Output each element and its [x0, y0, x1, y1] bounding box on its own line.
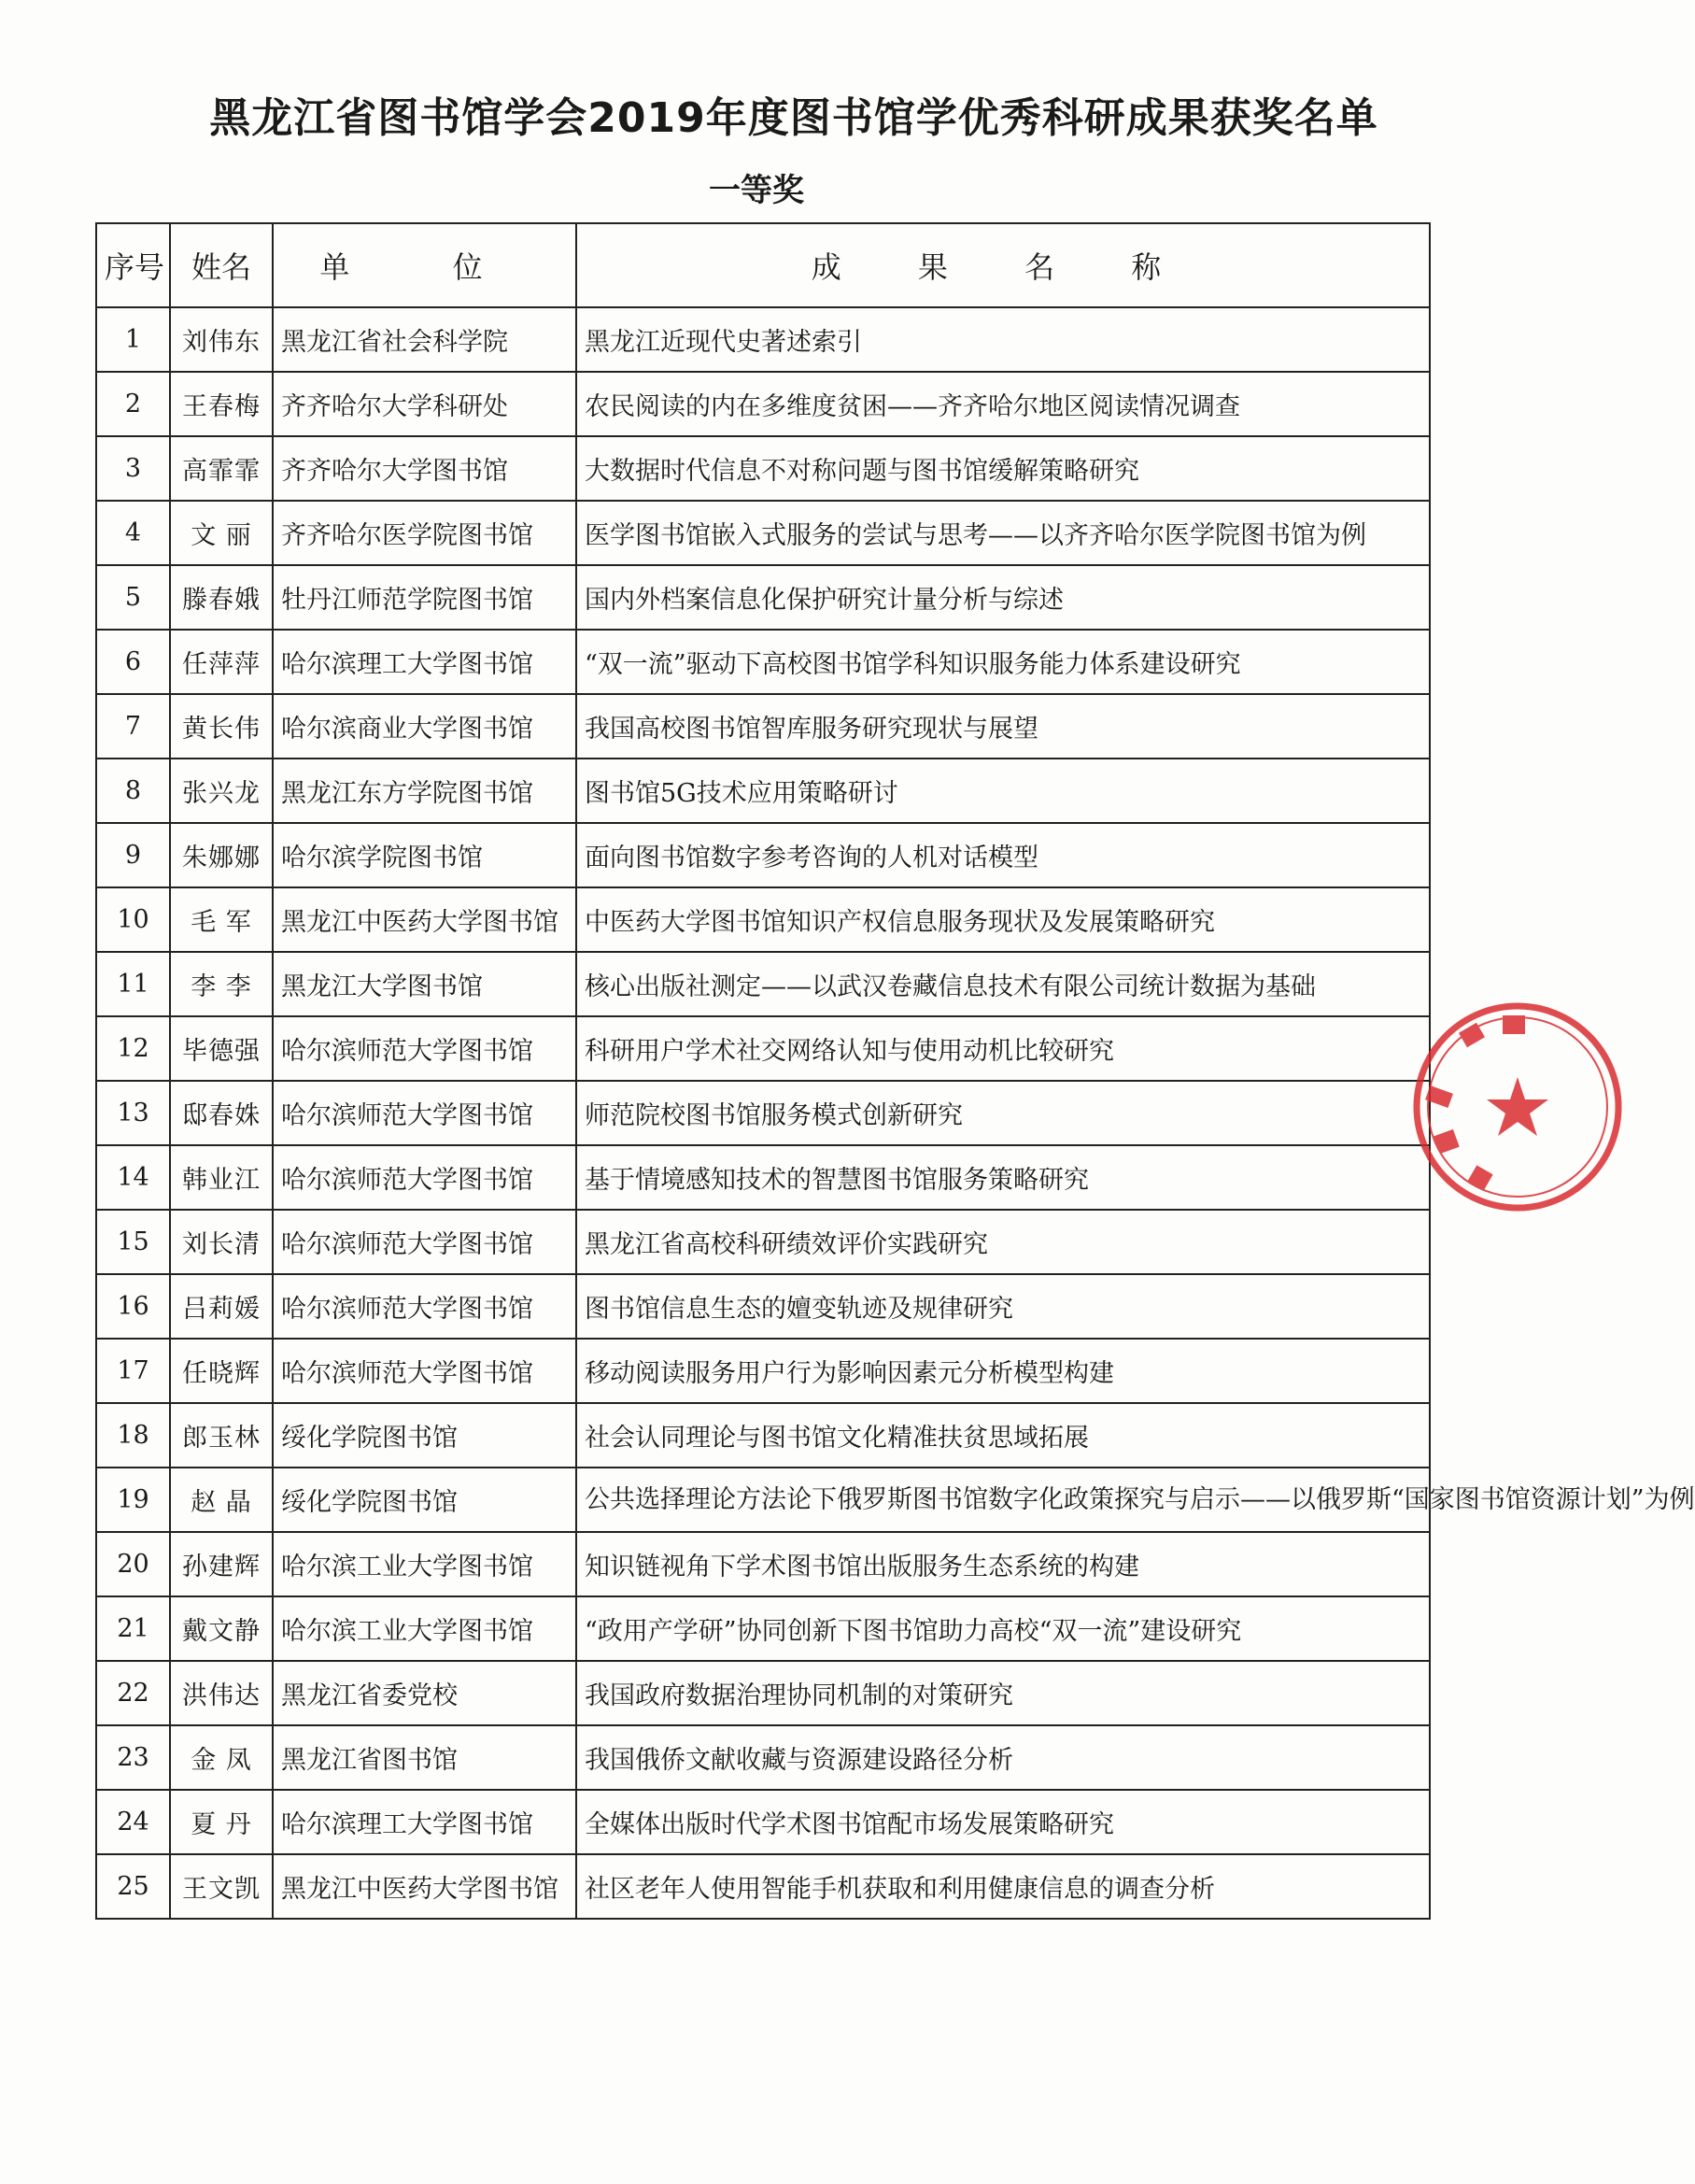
- row-number: 4: [96, 501, 170, 565]
- row-name: 王春梅: [170, 372, 273, 436]
- table-row: [96, 1661, 1430, 1725]
- row-unit: 黑龙江大学图书馆: [273, 952, 576, 1016]
- row-achievement-title: 面向图书馆数字参考咨询的人机对话模型: [576, 823, 1430, 887]
- row-name: 韩业江: [170, 1145, 273, 1210]
- table-row: [96, 1016, 1430, 1081]
- row-number: 16: [96, 1274, 170, 1339]
- row-number: 2: [96, 372, 170, 436]
- row-achievement-title: 我国高校图书馆智库服务研究现状与展望: [576, 694, 1430, 759]
- row-unit: 哈尔滨师范大学图书馆: [273, 1210, 576, 1274]
- document-title: 黑龙江省图书馆学会2019年度图书馆学优秀科研成果获奖名单: [209, 94, 1378, 142]
- row-name: 刘伟东: [170, 307, 273, 372]
- award-level-heading: 一等奖: [709, 172, 804, 209]
- row-number: 17: [96, 1339, 170, 1403]
- row-name: 吕莉媛: [170, 1274, 273, 1339]
- header-unit: 单 位: [273, 223, 576, 307]
- row-unit: 齐齐哈尔医学院图书馆: [273, 501, 576, 565]
- table-row: [96, 1081, 1430, 1145]
- table-row: [96, 1339, 1430, 1403]
- row-number: 19: [96, 1468, 170, 1532]
- seal-star-icon: [1487, 1077, 1548, 1136]
- row-unit: 哈尔滨理工大学图书馆: [273, 1790, 576, 1854]
- row-number: 18: [96, 1403, 170, 1468]
- row-achievement-title: 全媒体出版时代学术图书馆配市场发展策略研究: [576, 1790, 1430, 1854]
- row-unit: 哈尔滨师范大学图书馆: [273, 1081, 576, 1145]
- row-unit: 黑龙江省图书馆: [273, 1725, 576, 1790]
- row-unit: 黑龙江省委党校: [273, 1661, 576, 1725]
- row-achievement-title: 医学图书馆嵌入式服务的尝试与思考——以齐齐哈尔医学院图书馆为例: [576, 501, 1430, 565]
- row-achievement-title: 移动阅读服务用户行为影响因素元分析模型构建: [576, 1339, 1430, 1403]
- row-achievement-title: 公共选择理论方法论下俄罗斯图书馆数字化政策探究与启示——以俄罗斯“国家图书馆资源计划”为例: [576, 1468, 1430, 1532]
- table-row: [96, 1725, 1430, 1790]
- row-number: 15: [96, 1210, 170, 1274]
- row-name: 高霏霏: [170, 436, 273, 501]
- row-name: 刘长清: [170, 1210, 273, 1274]
- row-name: 孙建辉: [170, 1532, 273, 1596]
- awards-table: [95, 222, 1695, 1920]
- table-row: [96, 1403, 1430, 1468]
- row-unit: 哈尔滨学院图书馆: [273, 823, 576, 887]
- row-unit: 黑龙江省社会科学院: [273, 307, 576, 372]
- row-name: 李 李: [170, 952, 273, 1016]
- row-number: 1: [96, 307, 170, 372]
- row-unit: 牡丹江师范学院图书馆: [273, 565, 576, 630]
- row-number: 11: [96, 952, 170, 1016]
- row-name: 滕春娥: [170, 565, 273, 630]
- row-number: 9: [96, 823, 170, 887]
- row-name: 朱娜娜: [170, 823, 273, 887]
- table-row: [96, 1468, 1430, 1532]
- row-unit: 哈尔滨理工大学图书馆: [273, 630, 576, 694]
- table-row: [96, 887, 1430, 952]
- table-row: [96, 1532, 1430, 1596]
- row-name: 任晓辉: [170, 1339, 273, 1403]
- row-unit: 黑龙江东方学院图书馆: [273, 759, 576, 823]
- row-number: 13: [96, 1081, 170, 1145]
- row-name: 邸春姝: [170, 1081, 273, 1145]
- row-unit: 哈尔滨师范大学图书馆: [273, 1145, 576, 1210]
- header-name: 姓名: [170, 223, 273, 307]
- row-number: 7: [96, 694, 170, 759]
- row-achievement-title: “双一流”驱动下高校图书馆学科知识服务能力体系建设研究: [576, 630, 1430, 694]
- row-number: 5: [96, 565, 170, 630]
- row-name: 文 丽: [170, 501, 273, 565]
- row-unit: 黑龙江中医药大学图书馆: [273, 887, 576, 952]
- row-achievement-title: 核心出版社测定——以武汉卷藏信息技术有限公司统计数据为基础: [576, 952, 1430, 1016]
- row-achievement-title: 图书馆信息生态的嬗变轨迹及规律研究: [576, 1274, 1430, 1339]
- table-row: [96, 1790, 1430, 1854]
- row-name: 毕德强: [170, 1016, 273, 1081]
- row-unit: 哈尔滨师范大学图书馆: [273, 1274, 576, 1339]
- row-unit: 绥化学院图书馆: [273, 1403, 576, 1468]
- table-row: [96, 823, 1430, 887]
- row-number: 23: [96, 1725, 170, 1790]
- row-achievement-title: 科研用户学术社交网络认知与使用动机比较研究: [576, 1016, 1430, 1081]
- row-name: 黄长伟: [170, 694, 273, 759]
- table-row: [96, 630, 1430, 694]
- row-achievement-title: 图书馆5G技术应用策略研讨: [576, 759, 1430, 823]
- row-number: 21: [96, 1596, 170, 1661]
- row-achievement-title: 国内外档案信息化保护研究计量分析与综述: [576, 565, 1430, 630]
- table-body: [96, 307, 1695, 1919]
- row-achievement-title: 我国俄侨文献收藏与资源建设路径分析: [576, 1725, 1430, 1790]
- table-row: [96, 759, 1430, 823]
- table-header-row: [96, 223, 1430, 307]
- row-number: 25: [96, 1854, 170, 1919]
- row-unit: 黑龙江中医药大学图书馆: [273, 1854, 576, 1919]
- official-seal-stamp: [1405, 995, 1630, 1219]
- row-unit: 哈尔滨师范大学图书馆: [273, 1016, 576, 1081]
- row-number: 12: [96, 1016, 170, 1081]
- row-name: 赵 晶: [170, 1468, 273, 1532]
- row-name: 戴文静: [170, 1596, 273, 1661]
- row-achievement-title: 社会认同理论与图书馆文化精准扶贫思域拓展: [576, 1403, 1430, 1468]
- row-number: 24: [96, 1790, 170, 1854]
- row-achievement-title: 社区老年人使用智能手机获取和利用健康信息的调查分析: [576, 1854, 1430, 1919]
- row-unit: 哈尔滨商业大学图书馆: [273, 694, 576, 759]
- row-unit: 哈尔滨工业大学图书馆: [273, 1532, 576, 1596]
- row-achievement-title: 我国政府数据治理协同机制的对策研究: [576, 1661, 1430, 1725]
- row-number: 14: [96, 1145, 170, 1210]
- table-row: [96, 1274, 1430, 1339]
- table-row: [96, 1596, 1430, 1661]
- table-row: [96, 565, 1430, 630]
- row-achievement-title: 基于情境感知技术的智慧图书馆服务策略研究: [576, 1145, 1430, 1210]
- table-row: [96, 436, 1430, 501]
- row-number: 8: [96, 759, 170, 823]
- row-name: 夏 丹: [170, 1790, 273, 1854]
- row-name: 金 凤: [170, 1725, 273, 1790]
- row-number: 3: [96, 436, 170, 501]
- row-name: 任萍萍: [170, 630, 273, 694]
- row-unit: 齐齐哈尔大学图书馆: [273, 436, 576, 501]
- row-name: 王文凯: [170, 1854, 273, 1919]
- row-achievement-title: 黑龙江省高校科研绩效评价实践研究: [576, 1210, 1430, 1274]
- table-row: [96, 1145, 1430, 1210]
- row-achievement-title: 大数据时代信息不对称问题与图书馆缓解策略研究: [576, 436, 1430, 501]
- row-achievement-title: 农民阅读的内在多维度贫困——齐齐哈尔地区阅读情况调查: [576, 372, 1430, 436]
- row-unit: 齐齐哈尔大学科研处: [273, 372, 576, 436]
- row-achievement-title: 中医药大学图书馆知识产权信息服务现状及发展策略研究: [576, 887, 1430, 952]
- row-unit: 哈尔滨师范大学图书馆: [273, 1339, 576, 1403]
- row-number: 22: [96, 1661, 170, 1725]
- table-row: [96, 1210, 1430, 1274]
- row-unit: 哈尔滨工业大学图书馆: [273, 1596, 576, 1661]
- row-number: 10: [96, 887, 170, 952]
- row-name: 郎玉林: [170, 1403, 273, 1468]
- row-achievement-title: 师范院校图书馆服务模式创新研究: [576, 1081, 1430, 1145]
- row-name: 张兴龙: [170, 759, 273, 823]
- table-row: [96, 501, 1430, 565]
- table-row: [96, 1854, 1430, 1919]
- table-row: [96, 694, 1430, 759]
- row-number: 20: [96, 1532, 170, 1596]
- header-title: 成 果 名 称: [576, 223, 1430, 307]
- header-no: 序号: [96, 223, 170, 307]
- table-row: [96, 307, 1430, 372]
- row-number: 6: [96, 630, 170, 694]
- row-achievement-title: 知识链视角下学术图书馆出版服务生态系统的构建: [576, 1532, 1430, 1596]
- row-achievement-title: 黑龙江近现代史著述索引: [576, 307, 1430, 372]
- row-name: 洪伟达: [170, 1661, 273, 1725]
- row-name: 毛 军: [170, 887, 273, 952]
- table-row: [96, 952, 1430, 1016]
- table-row: [96, 372, 1430, 436]
- row-achievement-title: “政用产学研”协同创新下图书馆助力高校“双一流”建设研究: [576, 1596, 1430, 1661]
- row-unit: 绥化学院图书馆: [273, 1468, 576, 1532]
